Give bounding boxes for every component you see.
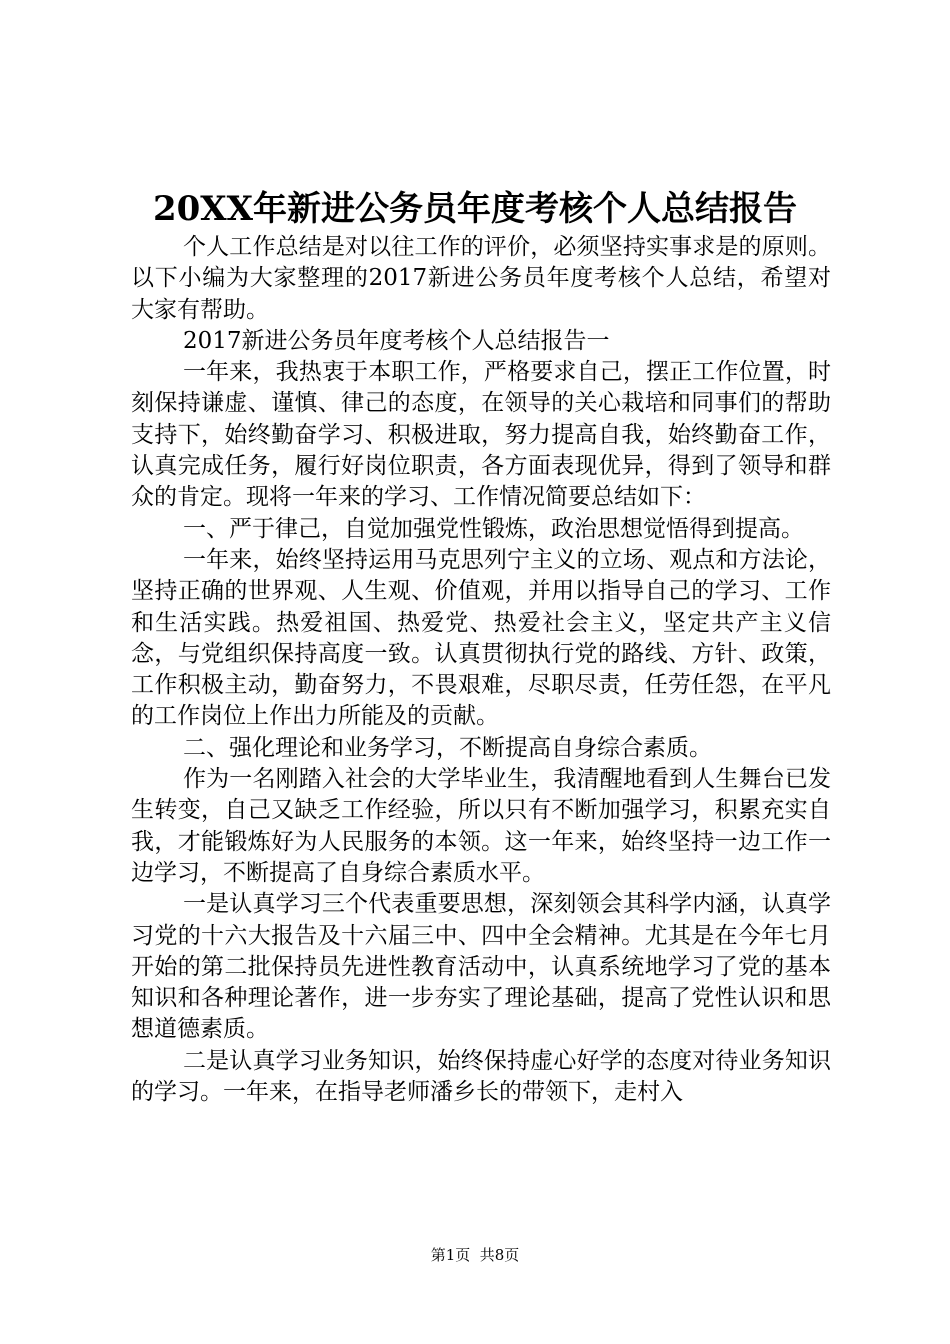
paragraph-section-2: 作为一名刚踏入社会的大学毕业生，我清醒地看到人生舞台已发生转变，自己又缺乏工作经验，所以只有不断加强学习，积累充实自我，才能锻炼好为人民服务的本领。这一年来，始终坚持一边工作一边学习，不断提高了自身综合素质水平。	[131, 766, 831, 886]
document-title: 20XX年新进公务员年度考核个人总结报告	[152, 189, 798, 229]
paragraph-point-1: 一是认真学习三个代表重要思想，深刻领会其科学内涵，认真学习党的十六大报告及十六届三中、四中全会精神。尤其是在今年七月开始的第二批保持员先进性教育活动中，认真系统地学习了党的基本知识和各种理论著作，进一步夯实了理论基础，提高了党性认识和思想道德素质。	[131, 891, 831, 1043]
paragraph-overview: 一年来，我热衷于本职工作，严格要求自己，摆正工作位置，时刻保持谦虚、谨慎、律己的态度，在领导的关心栽培和同事们的帮助支持下，始终勤奋学习、积极进取，努力提高自我，始终勤奋工作，认真完成任务，履行好岗位职责，各方面表现优异，得到了领导和群众的肯定。现将一年来的学习、工作情况简要总结如下：	[131, 359, 831, 511]
paragraph-point-2: 二是认真学习业务知识，始终保持虚心好学的态度对待业务知识的学习。一年来，在指导老师潘乡长的带领下，走村入	[131, 1047, 831, 1106]
section-heading-1: 一、严于律己，自觉加强党性锻炼，政治思想觉悟得到提高。	[183, 515, 804, 542]
paragraph-section-1: 一年来，始终坚持运用马克思列宁主义的立场、观点和方法论，坚持正确的世界观、人生观、价值观，并用以指导自己的学习、工作和生活实践。热爱祖国、热爱党、热爱社会主义，坚定共产主义信念，与党组织保持高度一致。认真贯彻执行党的路线、方针、政策，工作积极主动，勤奋努力，不畏艰难，尽职尽责，任劳任怨，在平凡的工作岗位上作出力所能及的贡献。	[131, 546, 831, 730]
page-number-footer: 第1页 共8页	[430, 1246, 520, 1264]
document-body	[131, 232, 831, 1108]
paragraph-report-heading: 2017新进公务员年度考核个人总结报告一	[183, 327, 610, 354]
section-heading-2: 二、强化理论和业务学习，不断提高自身综合素质。	[183, 734, 712, 761]
paragraph-intro: 个人工作总结是对以往工作的评价，必须坚持实事求是的原则。以下小编为大家整理的2017新进公务员年度考核个人总结，希望对大家有帮助。	[131, 234, 831, 323]
